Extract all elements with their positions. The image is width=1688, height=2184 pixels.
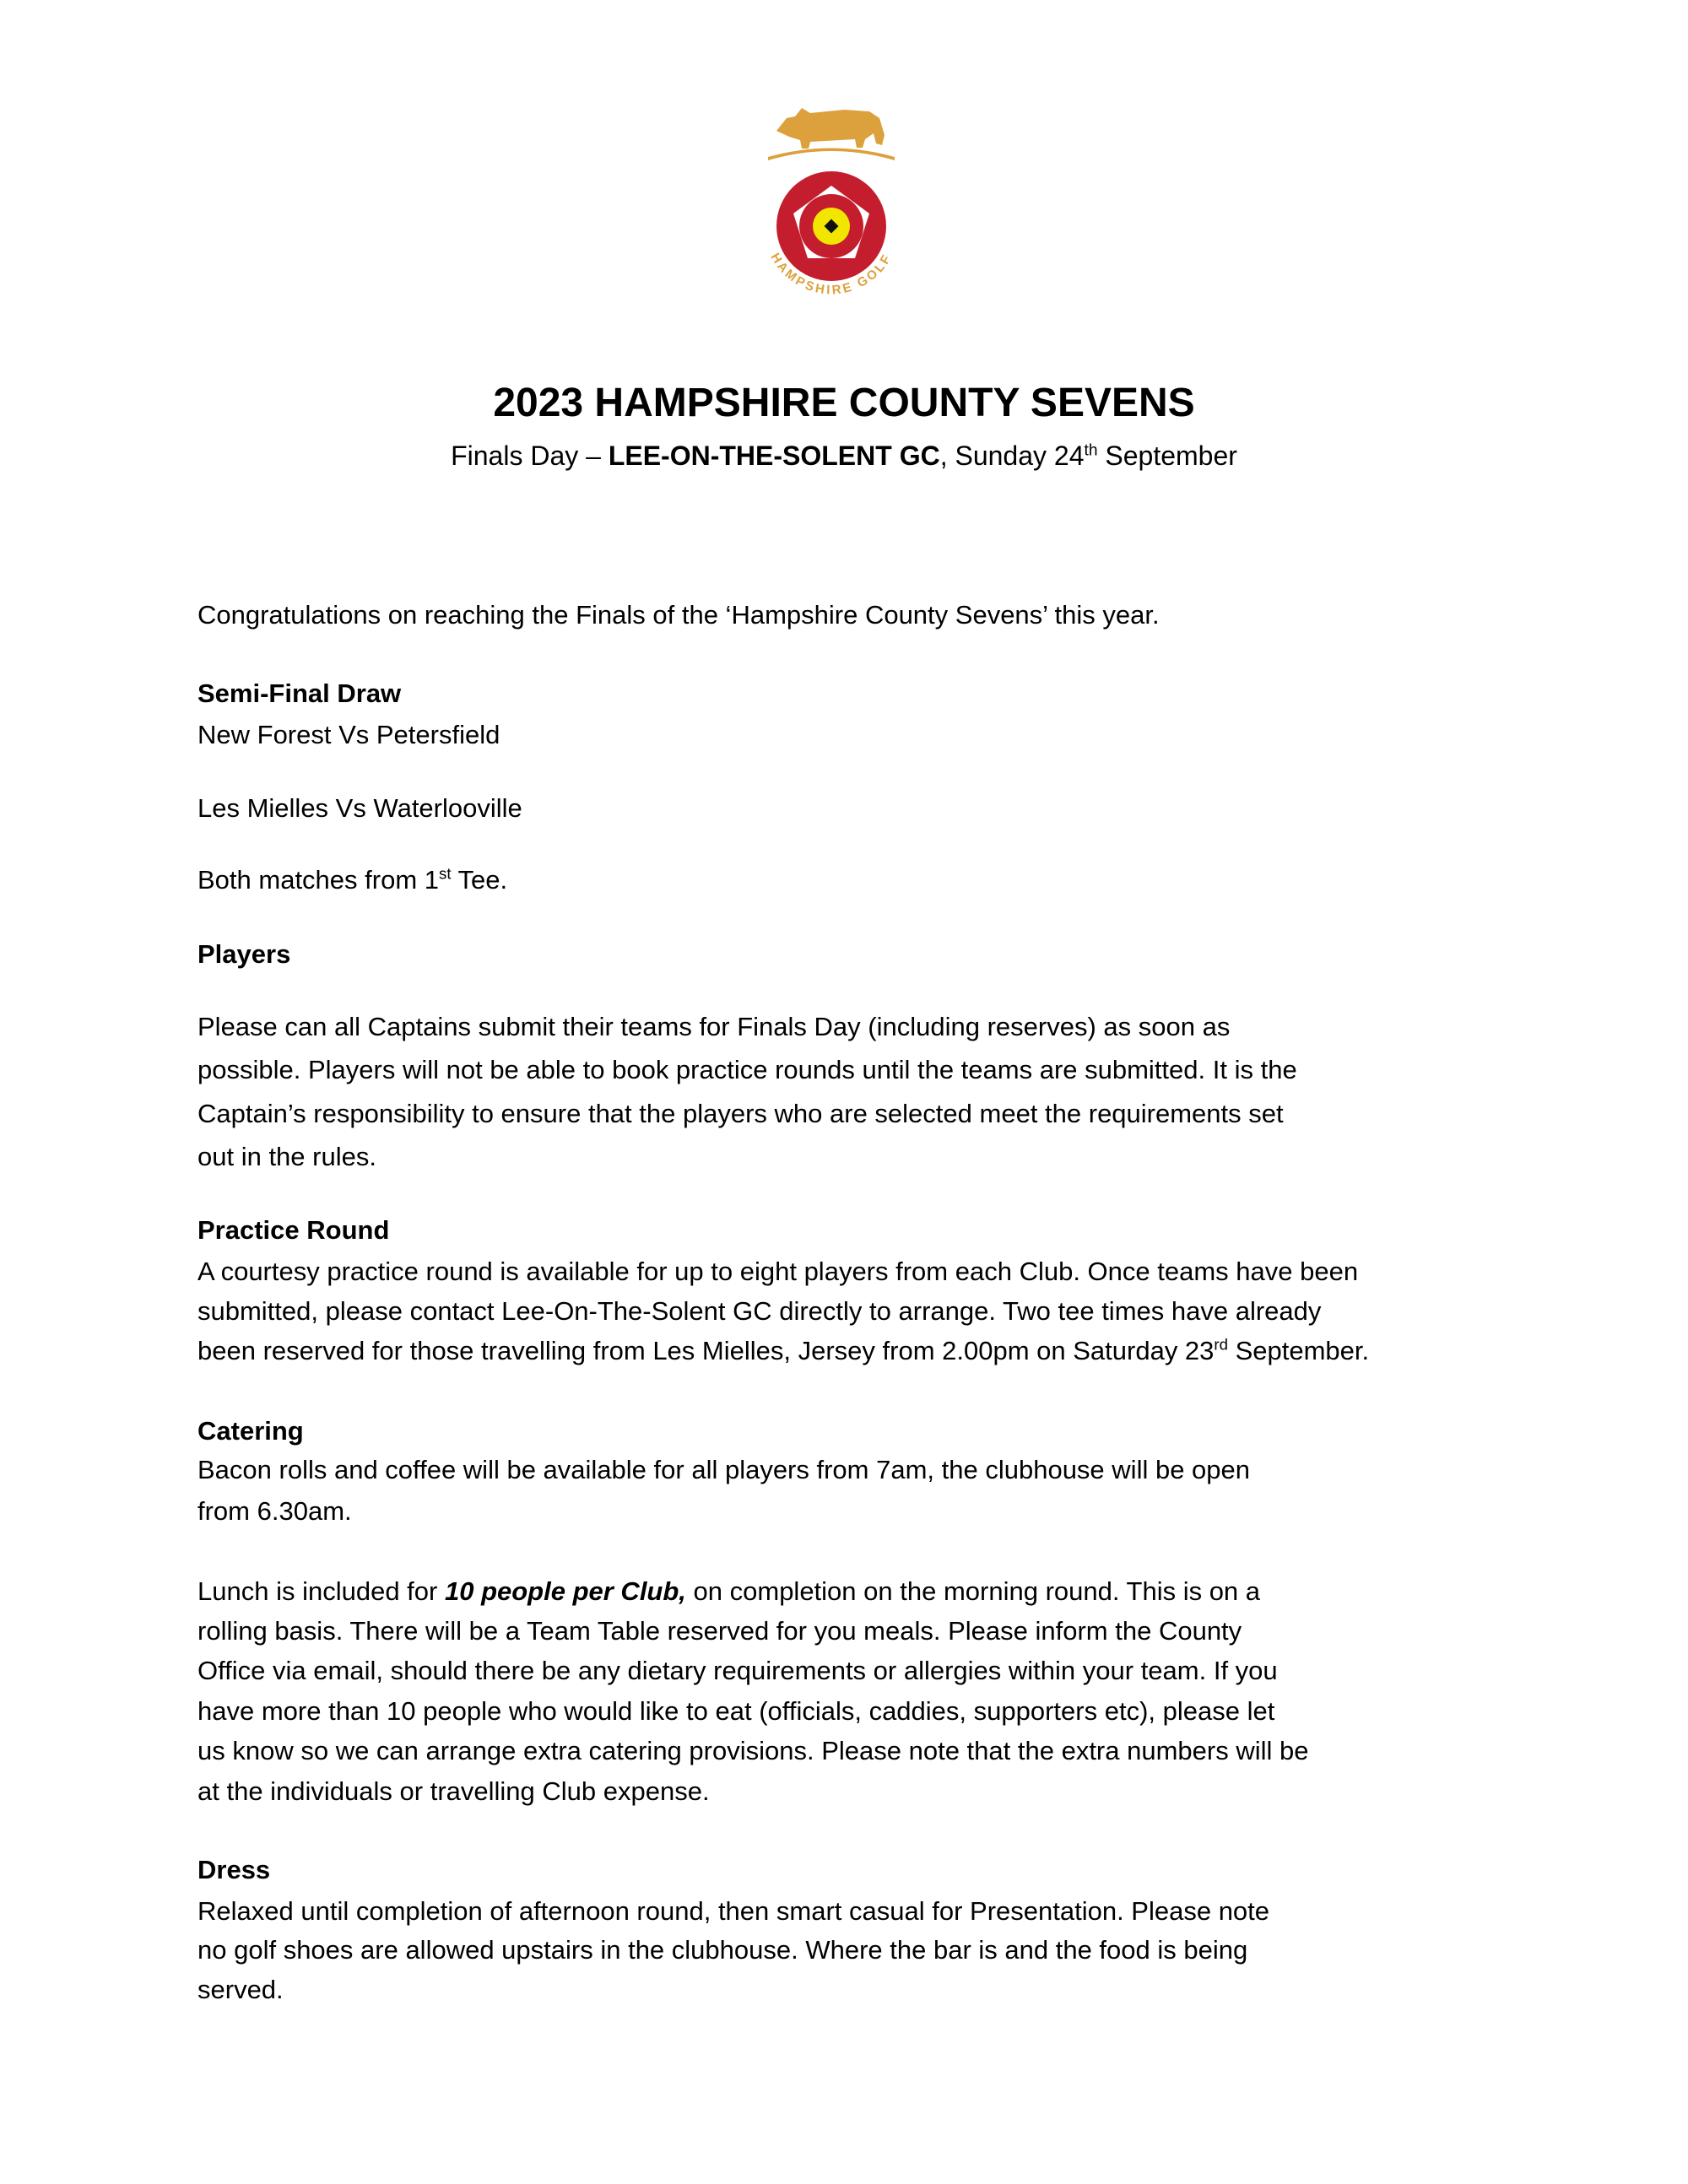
lunch-line: Office via email, should there be any dietary requirements or allergies within your team. If you — [197, 1656, 1278, 1685]
players-line: Captain’s responsibility to ensure that the players who are selected meet the requirements set — [197, 1099, 1284, 1128]
catering-heading: Catering — [197, 1416, 304, 1446]
tee-prefix: Both matches from 1 — [197, 865, 440, 895]
catering-line: from 6.30am. — [197, 1496, 352, 1526]
rose-icon — [776, 171, 886, 281]
page-title: 2023 HAMPSHIRE COUNTY SEVENS — [493, 381, 1195, 425]
subtitle — [0, 437, 1688, 474]
date-suffix: September — [1097, 441, 1237, 471]
practice-last-suffix: September. — [1227, 1336, 1370, 1365]
practice-heading: Practice Round — [197, 1215, 390, 1245]
lunch-line — [197, 1575, 1260, 1608]
players-line: out in the rules. — [197, 1142, 376, 1171]
dress-line: served. — [197, 1975, 284, 2004]
tee-sup: st — [439, 864, 452, 883]
venue: LEE-ON-THE-SOLENT GC — [608, 441, 940, 471]
practice-last-sup: rd — [1214, 1335, 1228, 1354]
dress-heading: Dress — [197, 1855, 271, 1884]
lunch-line: rolling basis. There will be a Team Table reserved for you meals. Please inform the County — [197, 1616, 1242, 1646]
practice-line — [197, 1334, 1369, 1368]
semi-final-heading: Semi-Final Draw — [197, 678, 402, 708]
date-sup: th — [1084, 441, 1098, 460]
dress-line: no golf shoes are allowed upstairs in the clubhouse. Where the bar is and the food is being — [197, 1935, 1248, 1965]
svg-text:HAMPSHIRE GOLF: HAMPSHIRE GOLF — [767, 251, 895, 298]
date-prefix: , Sunday 24 — [939, 441, 1085, 471]
tee-info — [197, 863, 507, 897]
lunch-prefix: Lunch is included for — [197, 1576, 445, 1606]
practice-line: submitted, please contact Lee-On-The-Solent GC directly to arrange. Two tee times have already — [197, 1296, 1322, 1326]
lunch-line: have more than 10 people who would like to eat (officials, caddies, supporters etc), please let — [197, 1696, 1275, 1726]
catering-line: Bacon rolls and coffee will be available for all players from 7am, the clubhouse will be open — [197, 1455, 1251, 1484]
dress-line: Relaxed until completion of afternoon round, then smart casual for Presentation. Please note — [197, 1896, 1270, 1926]
match-2: Les Mielles Vs Waterlooville — [197, 793, 522, 823]
players-line: possible. Players will not be able to book practice rounds until the teams are submitted. It is the — [197, 1055, 1297, 1084]
lunch-line: us know so we can arrange extra catering provisions. Please note that the extra numbers will be — [197, 1736, 1309, 1765]
lunch-line: at the individuals or travelling Club expense. — [197, 1776, 710, 1806]
hampshire-golf-logo — [743, 93, 920, 312]
tee-suffix: Tee. — [451, 865, 508, 895]
lunch-suffix: on completion on the morning round. This is on a — [685, 1576, 1261, 1606]
match-1: New Forest Vs Petersfield — [197, 720, 500, 749]
players-line: Please can all Captains submit their teams for Finals Day (including reserves) as soon as — [197, 1012, 1231, 1041]
practice-line: A courtesy practice round is available for up to eight players from each Club. Once teams have been — [197, 1257, 1359, 1286]
practice-last-prefix: been reserved for those travelling from Les Mielles, Jersey from 2.00pm on Saturday 23 — [197, 1336, 1215, 1365]
ground-line — [768, 149, 895, 161]
intro-text: Congratulations on reaching the Finals of the ‘Hampshire County Sevens’ this year. — [197, 600, 1160, 630]
players-heading: Players — [197, 939, 291, 969]
subtitle-prefix: Finals Day – — [451, 441, 609, 471]
lunch-emphasis: 10 people per Club, — [444, 1576, 686, 1606]
boar-icon — [776, 108, 885, 149]
